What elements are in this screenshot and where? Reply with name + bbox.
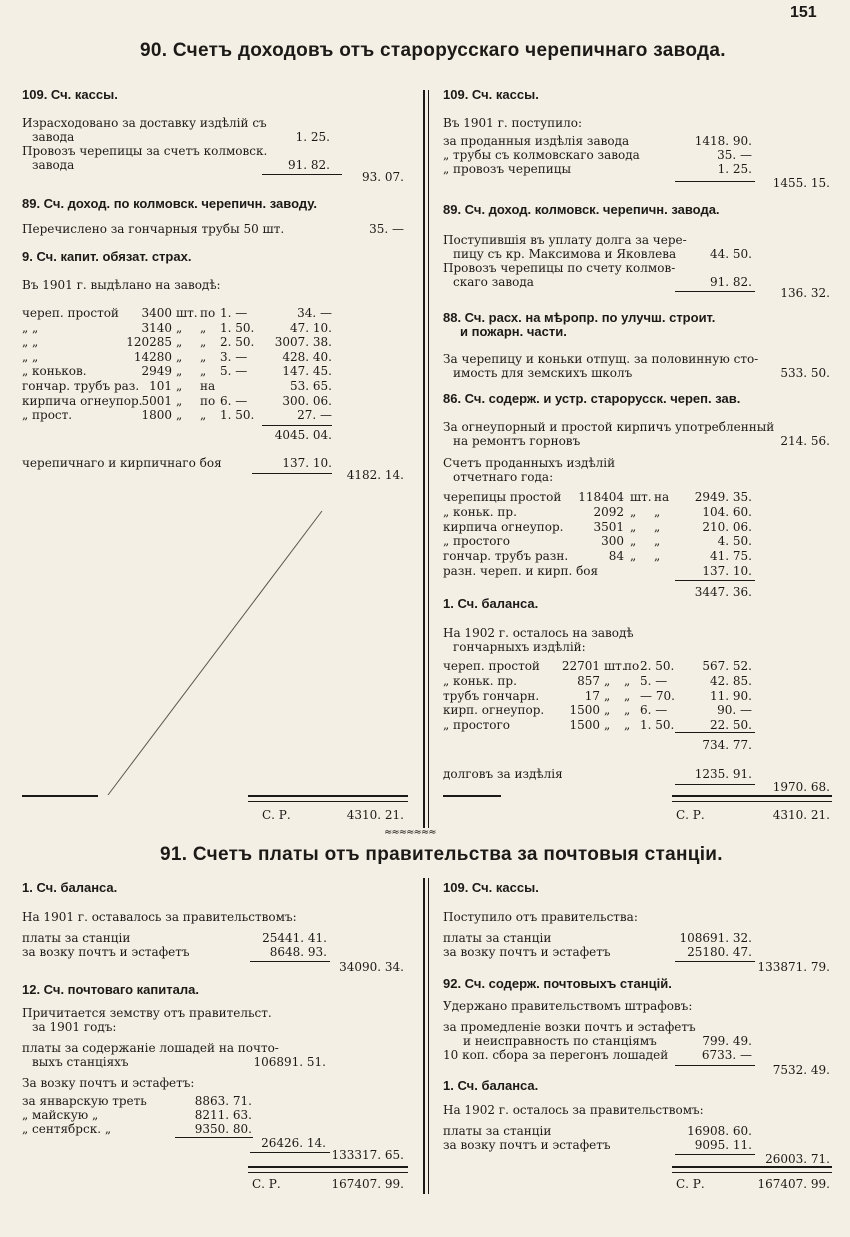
entry-text: за проданныя издѣлія завода xyxy=(443,134,630,148)
item-qty: 3501 xyxy=(593,519,624,534)
item-sum: 41. 75. xyxy=(710,549,752,564)
account-heading: 89. Сч. доход. по колмовск. черепичн. заводу. xyxy=(22,196,317,211)
account-total: 3447. 36. xyxy=(694,585,752,599)
entry-text: На 1902 г. осталось на заводѣ xyxy=(443,626,634,640)
item-qty: 300 xyxy=(601,534,624,549)
item-qty: 22701 xyxy=(561,659,600,673)
entry-text: Удержано правительствомъ штрафовъ: xyxy=(443,999,693,1013)
entry-text: „ провозъ черепицы xyxy=(443,162,571,176)
item-name: „ прост. xyxy=(22,408,73,423)
item-qty: 101 xyxy=(149,379,172,393)
entry-text: завода xyxy=(32,158,75,172)
item-name: „ „ xyxy=(22,320,39,335)
account-total: 7532. 49. xyxy=(772,1063,830,1077)
entry-text: платы за содержаніе лошадей на почто- xyxy=(22,1041,279,1055)
item-unit: „ xyxy=(604,703,611,718)
account-heading: 109. Сч. кассы. xyxy=(443,87,539,102)
item-sum: 4. 50. xyxy=(717,534,752,549)
entry-text: Въ 1901 г. выдѣлано на заводѣ: xyxy=(22,278,221,292)
item-unit: „ xyxy=(176,335,183,350)
account-total: 1455. 15. xyxy=(772,176,830,190)
entry-amount: 91. 82. xyxy=(288,158,330,172)
entry-text: платы за станціи xyxy=(443,1124,552,1138)
entry-text: за возку почтъ и эстафетъ xyxy=(443,945,611,959)
item-price: 5. — xyxy=(220,364,248,379)
entry-text: Причитается земству отъ правительст. xyxy=(22,1006,272,1020)
item-qty: 2949 xyxy=(141,364,172,379)
entry-text: 10 коп. сбора за перегонъ лошадей xyxy=(443,1048,669,1062)
entry-text: За черепицу и коньки отпущ. за половинную сто- xyxy=(443,352,759,366)
item-prep: „ xyxy=(654,549,661,564)
item-name: „ коньк. пр. xyxy=(443,504,517,519)
subtotal: 26426. 14. xyxy=(261,1136,326,1150)
entry-text: платы за станціи xyxy=(22,931,131,945)
item-prep: „ xyxy=(654,534,661,549)
account-total: 133871. 79. xyxy=(757,960,830,974)
entry-text: „ майскую „ xyxy=(22,1108,99,1122)
account-total: 4182. 14. xyxy=(346,468,404,482)
item-qty: 857 xyxy=(577,673,600,688)
item-unit: „ xyxy=(176,364,183,379)
grand-total: 4310. 21. xyxy=(772,808,830,822)
item-name: „ „ xyxy=(22,335,39,350)
sr-label: С. Р. xyxy=(262,808,291,822)
entry-text: за промедленіе возки почтъ и эстафетъ xyxy=(443,1020,696,1034)
item-sum: 147. 45. xyxy=(282,364,332,379)
entry-amount: 108691. 32. xyxy=(679,931,752,945)
item-sum: 53. 65. xyxy=(290,379,332,393)
account-total: 93. 07. xyxy=(362,170,404,184)
rule xyxy=(262,425,332,426)
item-qty: 3400 xyxy=(141,306,172,320)
item-name: „ простого xyxy=(443,718,511,733)
grand-total: 4310. 21. xyxy=(346,808,404,822)
entry-amount: 44. 50. xyxy=(710,247,752,261)
item-unit: „ xyxy=(604,718,611,733)
rule xyxy=(672,795,832,797)
item-sum: 11. 90. xyxy=(710,688,752,703)
item-sum: 2949. 35. xyxy=(694,490,752,504)
item-unit: шт. xyxy=(176,306,198,320)
subtotal: 4045. 04. xyxy=(274,428,332,442)
entry-amount: 91. 82. xyxy=(710,275,752,289)
item-qty: 120285 xyxy=(126,335,172,350)
item-sum: 22. 50. xyxy=(710,718,752,733)
entry-amount: 8211. 63. xyxy=(194,1108,252,1122)
entry-text: долговъ за издѣлія xyxy=(443,767,563,781)
entry-text: платы за станціи xyxy=(443,931,552,945)
account-heading: 9. Сч. капит. обязат. страх. xyxy=(22,249,192,264)
entry-text: Провозъ черепицы по счету колмов- xyxy=(443,261,676,275)
entry-amount: 8648. 93. xyxy=(269,945,327,959)
item-name: череп. простой xyxy=(443,659,540,673)
rule xyxy=(672,1172,832,1173)
item-unit: „ xyxy=(176,408,183,423)
grand-total: 167407. 99. xyxy=(757,1177,830,1191)
item-name: гончар. трубъ раз. xyxy=(22,379,140,393)
subtotal: 734. 77. xyxy=(702,738,752,752)
item-qty: 1500 xyxy=(569,703,600,718)
item-prep: на xyxy=(200,379,216,393)
entry-text: На 1902 г. осталось за правительствомъ: xyxy=(443,1103,704,1117)
entry-amount: 16908. 60. xyxy=(687,1124,752,1138)
item-name: разн. череп. и кирп. боя xyxy=(443,564,599,578)
column-divider-inner xyxy=(428,878,429,1194)
entry-text: „ трубы съ колмовскаго завода xyxy=(443,148,640,162)
item-name: „ „ xyxy=(22,349,39,364)
item-unit: „ xyxy=(630,549,637,564)
account-heading: 12. Сч. почтоваго капитала. xyxy=(22,982,199,997)
item-unit: шт. xyxy=(604,659,626,673)
sr-label: С. Р. xyxy=(252,1177,281,1191)
entry-amount: 1235. 91. xyxy=(694,767,752,781)
item-prep: по xyxy=(200,306,216,320)
entry-amount: 9350. 80. xyxy=(194,1122,252,1136)
item-prep: по xyxy=(200,393,216,408)
item-sum: 3007. 38. xyxy=(274,335,332,350)
account-total: 26003. 71. xyxy=(765,1152,830,1166)
rule xyxy=(672,1166,832,1168)
entry-text: гончарныхъ издѣлій: xyxy=(453,640,586,654)
column-divider-inner xyxy=(428,90,429,828)
blank-space-stroke xyxy=(100,505,330,805)
account-total: 133317. 65. xyxy=(331,1148,404,1162)
item-qty: 84 xyxy=(608,549,624,564)
entry-text: и неисправность по станціямъ xyxy=(463,1034,657,1048)
entry-text: черепичнаго и кирпичнаго боя xyxy=(22,456,222,470)
item-unit: „ xyxy=(176,393,183,408)
rule xyxy=(248,795,408,797)
item-sum: 567. 52. xyxy=(702,659,752,673)
rule xyxy=(675,580,755,581)
entry-text: за январскую треть xyxy=(22,1094,147,1108)
item-prep: „ xyxy=(200,320,207,335)
entry-text: за возку почтъ и эстафетъ xyxy=(443,1138,611,1152)
entry-text: Израсходовано за доставку издѣлій съ xyxy=(22,116,267,130)
entry-text: Счетъ проданныхъ издѣлій xyxy=(443,456,616,470)
item-prep: „ xyxy=(200,364,207,379)
item-prep: на xyxy=(654,490,670,504)
account-heading: 109. Сч. кассы. xyxy=(443,880,539,895)
entry-text: Въ 1901 г. поступило: xyxy=(443,116,583,130)
item-price: — 70. xyxy=(640,688,675,703)
section-91-title: 91. Счетъ платы отъ правительства за почтовыя станціи. xyxy=(160,844,723,865)
item-price: 1. 50. xyxy=(220,408,255,423)
account-total: 1970. 68. xyxy=(772,780,830,794)
item-qty: 118404 xyxy=(578,490,624,504)
item-name: „ коньк. пр. xyxy=(443,673,517,688)
rule xyxy=(672,801,832,802)
item-price: 1. — xyxy=(220,306,248,320)
item-sum: 34. — xyxy=(297,306,332,320)
item-unit: шт. xyxy=(630,490,652,504)
item-unit: „ xyxy=(630,504,637,519)
entry-text: за возку почтъ и эстафетъ xyxy=(22,945,190,959)
item-unit: „ xyxy=(630,534,637,549)
entry-amount: 25441. 41. xyxy=(262,931,327,945)
item-prep: „ xyxy=(624,673,631,688)
item-sum: 428. 40. xyxy=(282,349,332,364)
account-heading: 1. Сч. баланса. xyxy=(443,1078,539,1093)
item-sum: 137. 10. xyxy=(702,564,752,578)
item-price: 2. 50. xyxy=(640,659,675,673)
item-prep: „ xyxy=(624,718,631,733)
entry-amount: 214. 56. xyxy=(780,434,830,448)
item-qty: 5001 xyxy=(141,393,172,408)
column-divider xyxy=(423,90,425,828)
entry-amount: 8863. 71. xyxy=(194,1094,252,1108)
item-name: черепицы простой xyxy=(443,490,562,504)
item-sum: 42. 85. xyxy=(710,673,752,688)
entry-text: выхъ станціяхъ xyxy=(32,1055,129,1069)
account-heading: 86. Сч. содерж. и устр. старорусск. череп. зав. xyxy=(443,391,741,406)
item-prep: „ xyxy=(654,504,661,519)
entry-amount: 25180. 47. xyxy=(687,945,752,959)
item-name: кирп. огнеупор. xyxy=(443,703,545,718)
item-qty: 2092 xyxy=(593,504,624,519)
item-price: 5. — xyxy=(640,673,668,688)
rule xyxy=(248,1166,408,1168)
entry-text: За возку почтъ и эстафетъ: xyxy=(22,1076,195,1090)
item-prep: „ xyxy=(654,519,661,534)
entry-amount: 1. 25. xyxy=(295,130,330,144)
entry-text: имость для земскихъ школъ xyxy=(453,366,633,380)
entry-text: Провозъ черепицы за счетъ колмовск. xyxy=(22,144,268,158)
entry-amount: 533. 50. xyxy=(780,366,830,380)
rule xyxy=(443,795,501,797)
item-sum: 210. 06. xyxy=(702,519,752,534)
item-qty: 1800 xyxy=(141,408,172,423)
entry-amount: 35. — xyxy=(717,148,752,162)
entry-amount: 799. 49. xyxy=(702,1034,752,1048)
entry-text: завода xyxy=(32,130,75,144)
account-heading: 1. Сч. баланса. xyxy=(22,880,118,895)
column-divider xyxy=(423,878,425,1194)
item-qty: 14280 xyxy=(133,349,172,364)
account-total: 34090. 34. xyxy=(339,960,404,974)
entry-amount: 1. 25. xyxy=(717,162,752,176)
item-unit: „ xyxy=(176,349,183,364)
entry-text: отчетнаго года: xyxy=(453,470,554,484)
item-price: 1. 50. xyxy=(220,320,255,335)
item-name: „ простого xyxy=(443,534,511,549)
item-price: 1. 50. xyxy=(640,718,675,733)
item-sum: 27. — xyxy=(297,408,332,423)
item-prep: „ xyxy=(624,703,631,718)
account-heading: 1. Сч. баланса. xyxy=(443,596,539,611)
account-heading: 88. Сч. расх. на мѣропр. по улучш. строит. xyxy=(443,310,716,325)
sr-label: С. Р. xyxy=(676,808,705,822)
entry-text: пицу съ кр. Максимова и Яковлева xyxy=(453,247,677,261)
item-qty: 1500 xyxy=(569,718,600,733)
item-sum: 300. 06. xyxy=(282,393,332,408)
entry-text: На 1901 г. оставалось за правительствомъ: xyxy=(22,910,297,924)
rule xyxy=(22,795,98,797)
item-name: „ коньков. xyxy=(22,364,87,379)
item-unit: „ xyxy=(604,688,611,703)
item-prep: „ xyxy=(200,408,207,423)
entry-amount: 106891. 51. xyxy=(253,1055,326,1069)
entry-text: Поступившія въ уплату долга за чере- xyxy=(443,233,687,247)
entry-amount: 137. 10. xyxy=(282,456,332,470)
item-price: 6. — xyxy=(640,703,668,718)
item-prep: „ xyxy=(200,335,207,350)
item-unit: „ xyxy=(630,519,637,534)
entry-text: Перечислено за гончарныя трубы 50 шт. xyxy=(22,222,285,236)
account-heading: 109. Сч. кассы. xyxy=(22,87,118,102)
item-price: 6. — xyxy=(220,393,248,408)
item-name: трубъ гончарн. xyxy=(443,688,540,703)
section-ornament: ≈≈≈≈≈≈≈ xyxy=(384,827,436,838)
account-heading: 89. Сч. доход. колмовск. черепичн. завода. xyxy=(443,202,720,217)
item-sum: 90. — xyxy=(717,703,752,718)
account-heading: 92. Сч. содерж. почтовыхъ станцій. xyxy=(443,976,672,991)
entry-amount: 35. — xyxy=(369,222,404,236)
item-name: череп. простой xyxy=(22,306,119,320)
item-qty: 3140 xyxy=(141,320,172,335)
section-90-title: 90. Счетъ доходовъ отъ старорусскаго черепичнаго завода. xyxy=(140,40,726,61)
grand-total: 167407. 99. xyxy=(331,1177,404,1191)
item-prep: по xyxy=(624,659,640,673)
item-prep: „ xyxy=(200,349,207,364)
account-heading-cont: и пожарн. части. xyxy=(460,324,567,339)
item-sum: 47. 10. xyxy=(290,320,332,335)
item-sum: 104. 60. xyxy=(702,504,752,519)
sr-label: С. Р. xyxy=(676,1177,705,1191)
entry-amount: 1418. 90. xyxy=(694,134,752,148)
entry-text: „ сентябрск. „ xyxy=(22,1122,112,1136)
page-number: 151 xyxy=(790,4,817,21)
item-name: кирпича огнеупор. xyxy=(22,393,143,408)
entry-text: скаго завода xyxy=(453,275,534,289)
entry-text: За огнеупорный и простой кирпичъ употребленный xyxy=(443,420,775,434)
item-price: 3. — xyxy=(220,349,248,364)
item-prep: „ xyxy=(624,688,631,703)
item-unit: „ xyxy=(176,320,183,335)
entry-text: за 1901 годъ: xyxy=(32,1020,117,1034)
item-unit: „ xyxy=(604,673,611,688)
entry-text: на ремонтъ горновъ xyxy=(453,434,581,448)
rule xyxy=(248,801,408,802)
entry-amount: 9095. 11. xyxy=(694,1138,752,1152)
entry-text: Поступило отъ правительства: xyxy=(443,910,638,924)
item-qty: 17 xyxy=(584,688,600,703)
entry-amount: 6733. — xyxy=(701,1048,752,1062)
rule xyxy=(248,1172,408,1173)
item-name: кирпича огнеупор. xyxy=(443,519,564,534)
account-total: 136. 32. xyxy=(780,286,830,300)
item-name: гончар. трубъ разн. xyxy=(443,549,569,564)
item-unit: „ xyxy=(176,379,183,393)
item-price: 2. 50. xyxy=(220,335,255,350)
rule xyxy=(675,732,755,733)
